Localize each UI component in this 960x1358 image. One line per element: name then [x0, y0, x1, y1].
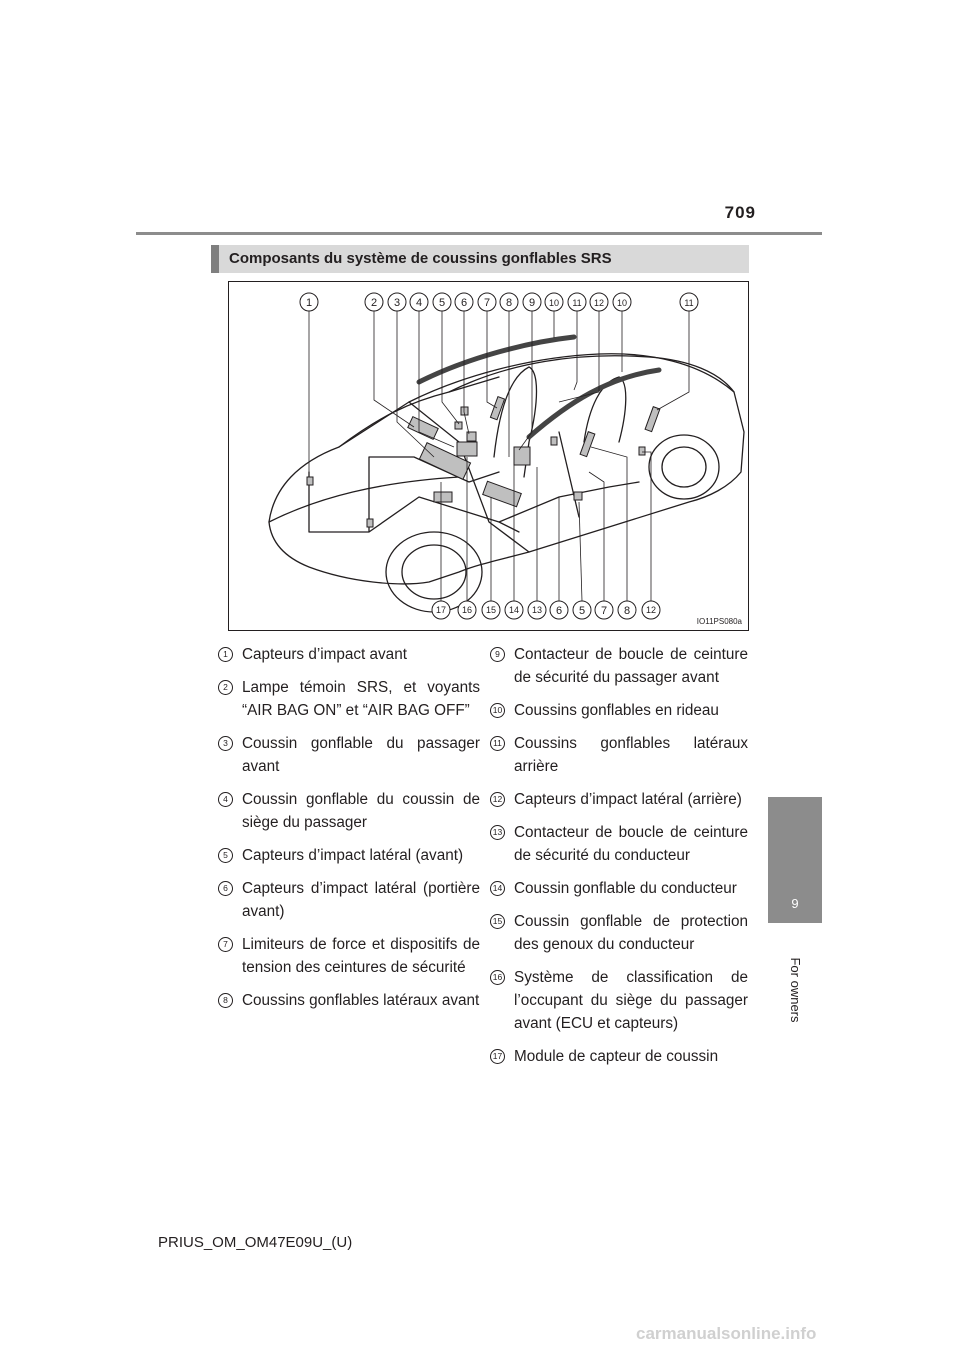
- legend-item: [490, 821, 748, 867]
- legend-text: Lampe témoin SRS, et voyants “AIR BAG ON” et “AIR BAG OFF”: [242, 679, 480, 719]
- sensor-e: [639, 447, 645, 455]
- watermark: carmanualsonline.info: [636, 1324, 817, 1343]
- chapter-tab: [768, 797, 822, 923]
- svg-text:6: 6: [460, 297, 468, 309]
- legend-text: Coussin gonflable du coussin de siège du passager: [242, 791, 480, 831]
- legend-item: [490, 910, 748, 956]
- legend-item: [218, 788, 480, 834]
- legend-number: 3: [218, 736, 233, 751]
- legend-text: Capteurs d’impact latéral (avant): [242, 847, 464, 864]
- sensor-a: [467, 432, 476, 441]
- svg-text:8: 8: [505, 297, 513, 309]
- side-airbag-rear-left: [580, 432, 595, 457]
- svg-text:6: 6: [555, 605, 563, 617]
- callout-top: 1: [305, 297, 313, 309]
- svg-text:7: 7: [600, 605, 608, 617]
- svg-text:9: 9: [528, 297, 536, 309]
- legend-left-column: [218, 643, 480, 1022]
- car-body-outline: [269, 354, 744, 584]
- legend-text: Limiteurs de force et dispositifs de tension des ceintures de sécurité: [242, 936, 480, 976]
- legend-number: 9: [490, 647, 505, 662]
- legend-item: [490, 788, 748, 811]
- legend-text: Capteurs d’impact avant: [242, 646, 407, 663]
- sensor-d: [574, 492, 582, 500]
- legend-text: Contacteur de boucle de ceinture de sécurité du passager avant: [514, 646, 748, 686]
- legend-number: 15: [490, 914, 505, 929]
- header-rule: [136, 232, 822, 235]
- legend-text: Module de capteur de coussin: [514, 1048, 719, 1065]
- svg-text:14: 14: [508, 605, 520, 615]
- front-sensor-right: [367, 519, 373, 527]
- legend-number: 17: [490, 1049, 505, 1064]
- driver-airbag-block: [514, 447, 530, 465]
- legend-item: [218, 643, 480, 666]
- svg-text:13: 13: [531, 605, 543, 615]
- chapter-title: For owners: [788, 957, 803, 1023]
- legend-number: 7: [218, 937, 233, 952]
- legend-item: [490, 732, 748, 778]
- seat-sensor-block: [434, 492, 452, 502]
- svg-text:8: 8: [623, 605, 631, 617]
- car-illustration: [229, 282, 748, 630]
- wiring-harness: [309, 457, 639, 532]
- svg-text:5: 5: [578, 605, 586, 617]
- svg-text:12: 12: [593, 298, 605, 308]
- passenger-airbag-block: [408, 417, 438, 440]
- roof-line: [449, 356, 734, 392]
- figure-code: IO11PS080a: [696, 617, 742, 626]
- front-sensor-left: [307, 477, 313, 485]
- svg-text:11: 11: [572, 298, 582, 308]
- legend-number: 4: [218, 792, 233, 807]
- legend-number: 16: [490, 970, 505, 985]
- legend-item: [490, 877, 748, 900]
- document-footer: PRIUS_OM_OM47E09U_(U): [158, 1234, 353, 1251]
- legend-number: 14: [490, 881, 505, 896]
- legend-text: Coussin gonflable du conducteur: [514, 880, 737, 897]
- legend-number: 10: [490, 703, 505, 718]
- svg-text:17: 17: [435, 605, 447, 615]
- svg-text:11: 11: [684, 298, 694, 308]
- legend-text: Contacteur de boucle de ceinture de sécurité du conducteur: [514, 824, 748, 864]
- legend-item: [490, 643, 748, 689]
- legend-text: Coussin gonflable de protection des genoux du conducteur: [514, 913, 748, 953]
- hood-line: [269, 477, 459, 522]
- svg-text:7: 7: [483, 297, 491, 309]
- section-title: Composants du système de coussins gonflables SRS: [211, 245, 749, 273]
- svg-text:12: 12: [645, 605, 657, 615]
- svg-text:2: 2: [370, 297, 378, 309]
- svg-text:5: 5: [438, 297, 446, 309]
- legend-item: [490, 1045, 748, 1068]
- svg-text:16: 16: [461, 605, 473, 615]
- legend-right-column: [490, 643, 748, 1078]
- legend-number: 11: [490, 736, 505, 751]
- legend-number: 1: [218, 647, 233, 662]
- airbag-components-diagram: [228, 281, 749, 631]
- legend-item: [490, 966, 748, 1035]
- legend-text: Capteurs d’impact latéral (arrière): [514, 791, 742, 808]
- legend-item: [218, 732, 480, 778]
- svg-text:10: 10: [548, 298, 560, 308]
- legend-number: 13: [490, 825, 505, 840]
- chapter-label: [770, 930, 820, 1050]
- side-airbag-rear-right: [645, 407, 660, 432]
- legend-text: Coussin gonflable du passager avant: [242, 735, 480, 775]
- legend-number: 2: [218, 680, 233, 695]
- legend-number: 5: [218, 848, 233, 863]
- page-number: 709: [724, 203, 756, 222]
- rear-wheel: [649, 435, 719, 499]
- legend-text: Coussins gonflables en rideau: [514, 702, 719, 719]
- svg-text:10: 10: [616, 298, 628, 308]
- ecu-block: [457, 442, 477, 456]
- legend-item: [218, 844, 480, 867]
- sensor-f: [551, 437, 557, 445]
- legend-item: [218, 877, 480, 923]
- front-wheel: [386, 532, 482, 612]
- legend-text: Coussins gonflables latéraux arrière: [514, 735, 748, 775]
- legend-text: Système de classification de l’occupant du siège du passager avant (ECU et capteurs): [514, 969, 748, 1032]
- legend-item: [218, 933, 480, 979]
- legend-number: 8: [218, 993, 233, 1008]
- legend-number: 6: [218, 881, 233, 896]
- legend-item: [218, 989, 480, 1012]
- legend-number: 12: [490, 792, 505, 807]
- svg-text:15: 15: [485, 605, 497, 615]
- legend-text: Capteurs d’impact latéral (portière avant): [242, 880, 480, 920]
- svg-text:3: 3: [393, 297, 401, 309]
- legend-item: [218, 676, 480, 722]
- svg-text:4: 4: [415, 297, 423, 309]
- legend-text: Coussins gonflables latéraux avant: [242, 992, 480, 1009]
- chapter-number: 9: [791, 896, 799, 911]
- driver-knee-block: [483, 481, 522, 506]
- legend-item: [490, 699, 748, 722]
